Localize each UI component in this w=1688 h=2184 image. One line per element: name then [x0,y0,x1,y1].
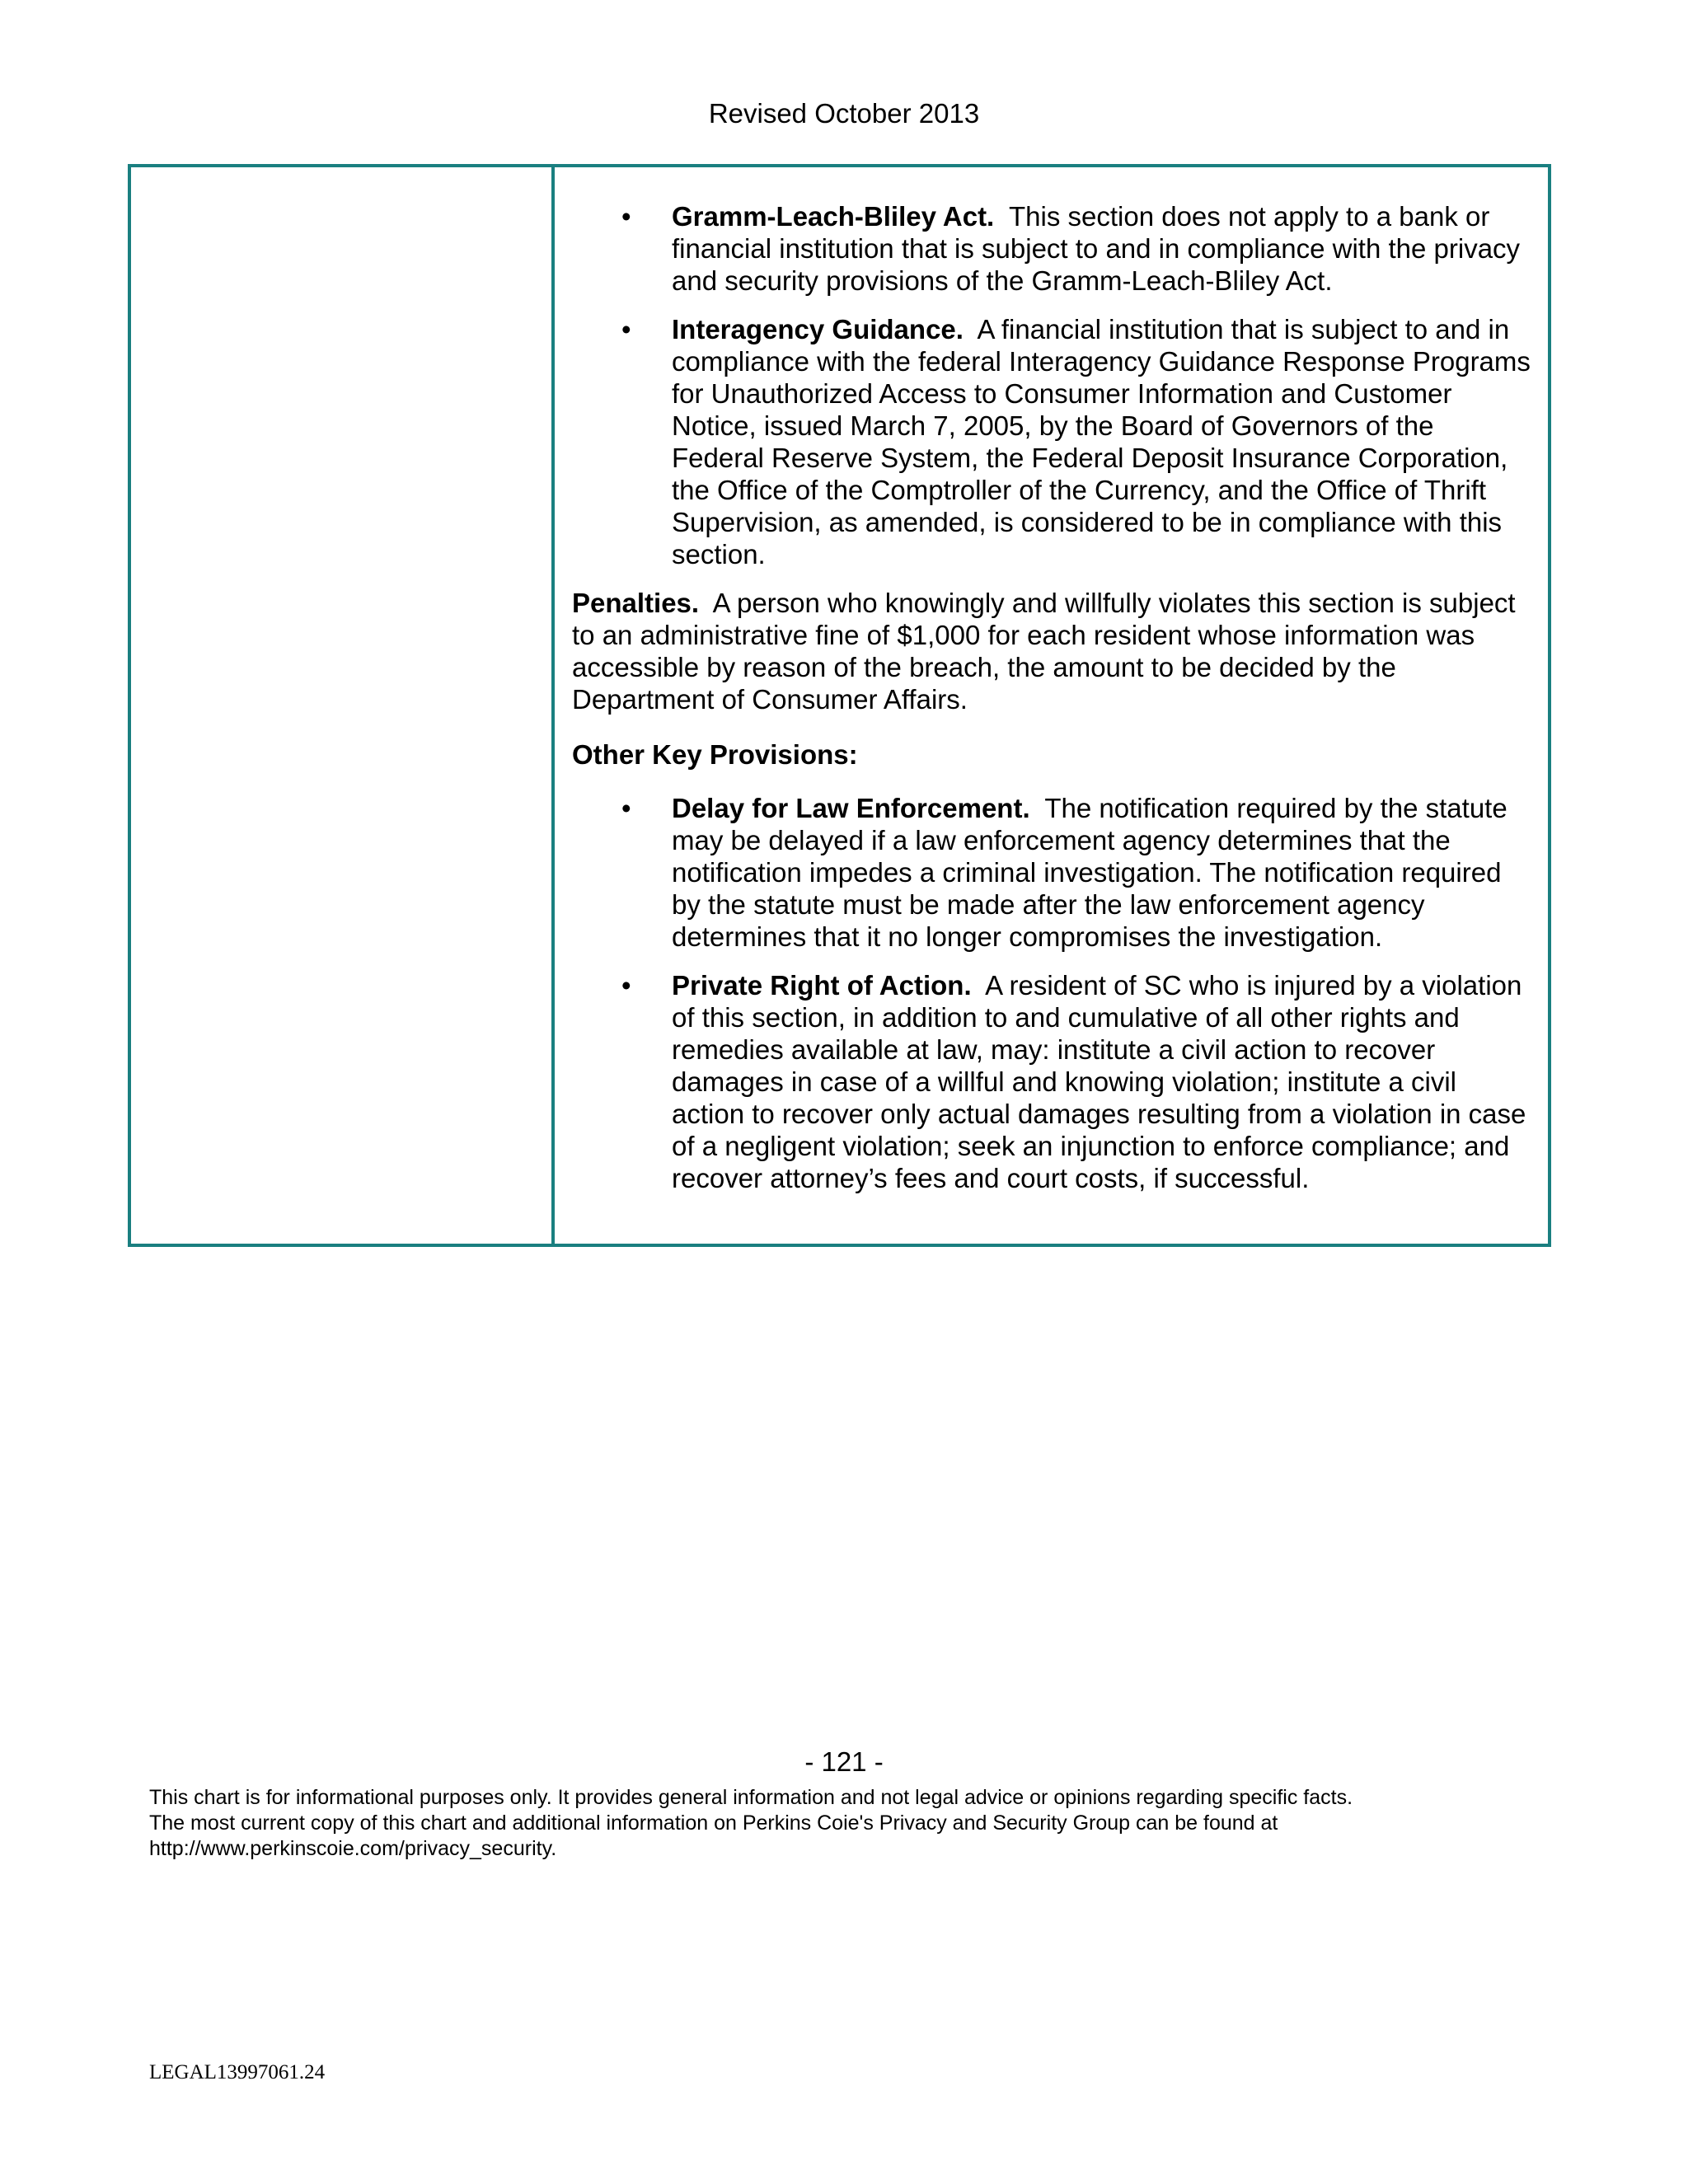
other-provisions-list [572,792,1531,1194]
bullet-icon: • [621,201,631,232]
bullet-icon: • [621,970,631,1001]
bullet-icon: • [621,793,631,823]
table-left-column [131,167,555,1244]
penalties-paragraph [572,587,1531,715]
penalties-text: A person who knowingly and willfully violates this section is subject to an administrative fine of $1,000 for each resident whose information was accessible by reason of the breach, the amount to be decided by the Department of Consumer Affairs. [572,588,1516,715]
exemptions-list [572,200,1531,570]
revision-header: Revised October 2013 [708,98,980,129]
list-item-text: A resident of SC who is injured by a violation of this section, in addition to and cumulative of all other rights and remedies available at law, may: institute a civil action to recover damages in case of a willful and knowing violation; institute a civil action to recover only actual damages resulting from a violation in case of a negligent violation; seek an injunction to enforce compliance; and recover attorney’s fees and court costs, if successful. [672,970,1526,1193]
list-item-title: Interagency Guidance. [672,314,964,344]
list-item-text: A financial institution that is subject to and in compliance with the federal Interagency Guidance Response Programs for Unauthorized Access to Consumer Information and Customer Notice, issued March 7, 2005, by the Board of Governors of the Federal Reserve System, the Federal Deposit Insurance Corporation, the Office of the Comptroller of the Currency, and the Office of Thrift Supervision, as amended, is considered to be in compliance with this section. [672,314,1531,569]
list-item-gramm-leach-bliley [572,200,1531,297]
bullet-icon: • [621,314,631,344]
penalties-title: Penalties. [572,588,700,618]
list-item-title: Gramm-Leach-Bliley Act. [672,201,995,232]
provisions-table [128,164,1551,1247]
footer-disclaimer [149,1785,1592,1862]
footer-link[interactable]: http://www.perkinscoie.com/privacy_security. [149,1837,557,1860]
footer-line-2: The most current copy of this chart and additional information on Perkins Coie's Privacy and Security Group can be found at [149,1811,1278,1835]
page-number: - 121 - [804,1746,884,1777]
list-item-delay-law-enforcement [572,792,1531,953]
list-item-title: Delay for Law Enforcement. [672,793,1030,823]
list-item-private-right-of-action [572,969,1531,1194]
other-provisions-heading: Other Key Provisions: [572,739,858,770]
footer-line-1: This chart is for informational purposes only. It provides general information and not legal advice or opinions regarding specific facts. [149,1786,1353,1809]
table-right-column [555,167,1548,1244]
list-item-interagency-guidance [572,313,1531,570]
document-id: LEGAL13997061.24 [149,2061,326,2083]
list-item-title: Private Right of Action. [672,970,972,1001]
list-item-text: This section does not apply to a bank or financial institution that is subject to and in compliance with the privacy and security provisions of the Gramm-Leach-Bliley Act. [672,201,1521,296]
list-item-text: The notification required by the statute may be delayed if a law enforcement agency determines that the notification impedes a criminal investigation. The notification required by the statute must be made after the law enforcement agency determines that it no longer compromises the investigation. [672,793,1507,952]
